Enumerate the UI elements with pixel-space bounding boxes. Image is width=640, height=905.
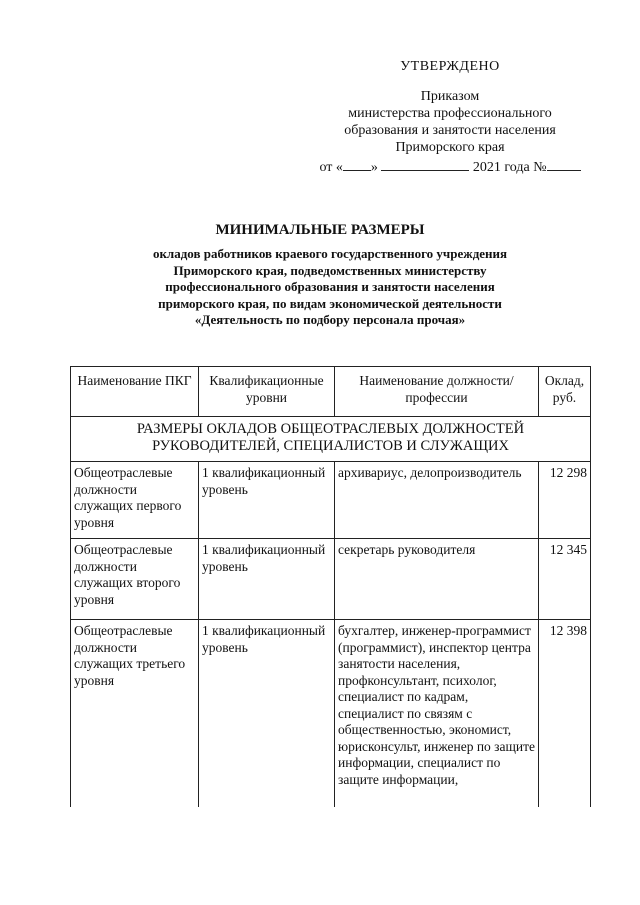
document-subtitle: окладов работников краевого государственного учреждения Приморского края, подведомственных министерству профессионального образования и занятости населения приморского края, по видам экономической деятельности «Деятельность по подбору персонала прочая» <box>152 246 508 327</box>
approval-stamp-heading: УТВЕРЖДЕНО <box>400 59 500 74</box>
header-salary: Оклад, руб. <box>539 367 591 417</box>
cell-pkg: Общеотраслевые должности служащих третьего уровня <box>71 620 199 808</box>
cell-salary: 12 345 <box>539 539 591 620</box>
approval-line: министерства профессионального <box>348 106 552 121</box>
table-row <box>71 620 591 808</box>
order-date-number-line <box>300 158 600 176</box>
cell-salary: 12 398 <box>539 620 591 808</box>
cell-positions: бухгалтер, инженер-программист (программист), инспектор центра занятости населения, профконсультант, психолог, специалист по кадрам, специалист по связям с общественностью, экономист, юрисконсульт, инженер по защите информации, специалист по защите информации, <box>335 620 539 808</box>
table-section-row <box>71 417 591 462</box>
order-mid: » <box>370 160 378 175</box>
cell-positions: архивариус, делопроизводитель <box>335 462 539 539</box>
order-year: 2021 года № <box>472 160 547 175</box>
cell-level: 1 квалификационный уровень <box>199 539 335 620</box>
order-day-blank <box>343 158 371 171</box>
section-title: РАЗМЕРЫ ОКЛАДОВ ОБЩЕОТРАСЛЕВЫХ ДОЛЖНОСТЕЙ РУКОВОДИТЕЛЕЙ, СПЕЦИАЛИСТОВ И СЛУЖАЩИХ <box>71 417 591 462</box>
approval-line: Приморского края <box>395 140 505 155</box>
cell-pkg: Общеотраслевые должности служащих первого уровня <box>71 462 199 539</box>
approval-authority <box>300 88 600 156</box>
order-month-blank <box>381 158 469 171</box>
table-header-row <box>71 367 591 417</box>
cell-level: 1 квалификационный уровень <box>199 620 335 808</box>
approval-line: Приказом <box>420 89 480 104</box>
approval-line: образования и занятости населения <box>344 123 556 138</box>
document-title: МИНИМАЛЬНЫЕ РАЗМЕРЫ <box>215 222 425 238</box>
table-row <box>71 462 591 539</box>
table-row <box>71 539 591 620</box>
salary-table <box>70 366 591 807</box>
header-pkg: Наименование ПКГ <box>71 367 199 417</box>
header-level: Квалификационные уровни <box>199 367 335 417</box>
cell-level: 1 квалификационный уровень <box>199 462 335 539</box>
header-position: Наименование должности/профессии <box>335 367 539 417</box>
cell-salary: 12 298 <box>539 462 591 539</box>
order-prefix: от « <box>319 160 343 175</box>
cell-pkg: Общеотраслевые должности служащих второго уровня <box>71 539 199 620</box>
cell-positions: секретарь руководителя <box>335 539 539 620</box>
order-number-blank <box>547 158 581 171</box>
